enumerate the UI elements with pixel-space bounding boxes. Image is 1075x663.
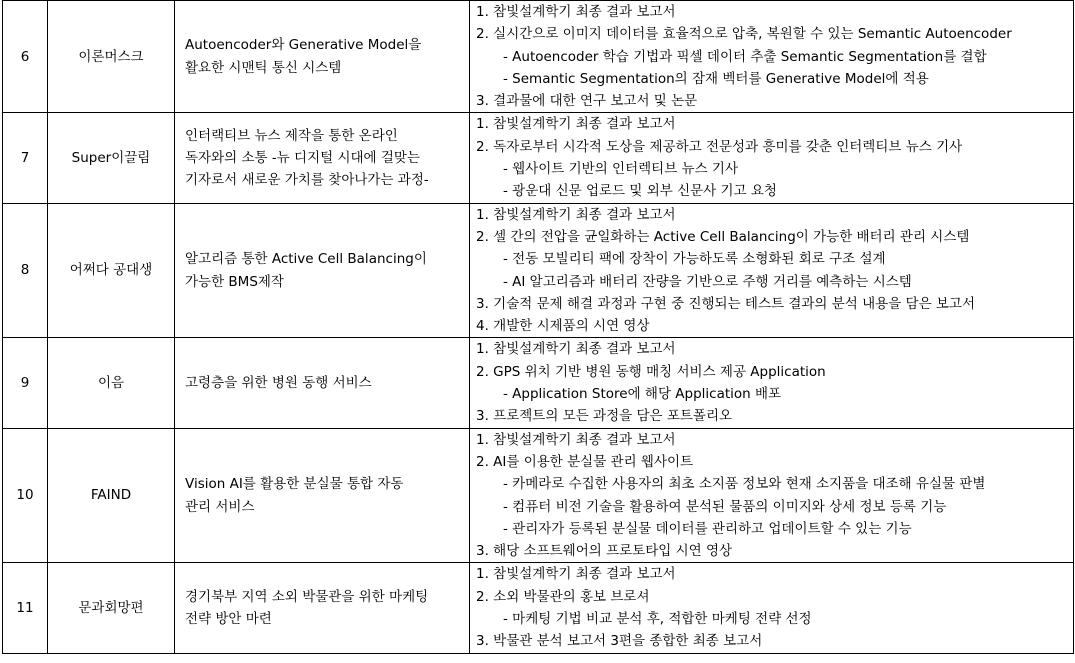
output-subitem: - 웹사이트 기반의 인터렉티브 뉴스 기사 <box>503 161 738 178</box>
project-title-line: 가능한 BMS제작 <box>185 273 284 290</box>
table-row <box>3 203 1074 338</box>
project-title <box>175 428 470 563</box>
project-outputs <box>470 1 1074 113</box>
project-title <box>175 113 470 203</box>
team-name: 이음 <box>48 338 175 428</box>
output-item: 2. 소외 박물관의 홍보 브로셔 <box>476 588 650 605</box>
output-item: 3. 기술적 문제 해결 과정과 구현 중 진행되는 테스트 결과의 분석 내용을 담은 보고서 <box>476 295 976 312</box>
project-title-line: Vision AI를 활용한 분실물 통합 자동 <box>185 476 404 493</box>
table-row <box>3 1 1074 113</box>
output-subitem: - 전동 모빌리티 팩에 장착이 가능하도록 소형화된 회로 구조 설계 <box>503 251 886 268</box>
output-item: 3. 해당 소프트웨어의 프로토타입 시연 영상 <box>476 543 733 560</box>
project-title-line: 독자와의 소통 -뉴 디지털 시대에 걸맞는 <box>185 149 420 166</box>
project-outputs <box>470 338 1074 428</box>
project-outputs <box>470 563 1074 653</box>
output-item: 3. 박물관 분석 보고서 3편을 종합한 최종 보고서 <box>476 633 763 650</box>
output-item: 3. 프로젝트의 모든 과정을 담은 포트폴리오 <box>476 408 733 425</box>
team-name: 문과회망편 <box>48 563 175 653</box>
row-number: 11 <box>3 563 48 653</box>
project-title-line: 알고리즘 통한 Active Cell Balancing이 <box>185 251 427 268</box>
project-outputs <box>470 428 1074 563</box>
table-row <box>3 113 1074 203</box>
output-subitem: - 관리자가 등록된 분실물 데이터를 관리하고 업데이트할 수 있는 기능 <box>503 520 912 537</box>
output-subitem: - Autoencoder 학습 기법과 픽셀 데이터 추출 Semantic Segmentation를 결합 <box>503 48 987 65</box>
table-row <box>3 428 1074 563</box>
row-number: 7 <box>3 113 48 203</box>
output-item: 2. 독자로부터 시각적 도상을 제공하고 전문성과 흥미를 갖춘 인터렉티브 뉴스 기사 <box>476 138 963 155</box>
output-subitem: - 광운대 신문 업로드 및 외부 신문사 기고 요청 <box>503 183 777 200</box>
output-item: 3. 결과물에 대한 연구 보고서 및 논문 <box>476 93 698 110</box>
project-title-line: 기자로서 새로운 가치를 찾아나가는 과정- <box>185 172 429 189</box>
project-title-line: 고령층을 위한 병원 동행 서비스 <box>185 374 372 391</box>
output-item: 2. 실시간으로 이미지 데이터를 효율적으로 압축, 복원할 수 있는 Semantic Autoencoder <box>476 26 1012 43</box>
table-row <box>3 563 1074 653</box>
project-title <box>175 563 470 653</box>
output-item: 2. GPS 위치 기반 병원 동행 매칭 서비스 제공 Application <box>476 363 826 380</box>
project-title <box>175 1 470 113</box>
row-number: 6 <box>3 1 48 113</box>
team-name: Super이끌림 <box>48 113 175 203</box>
project-outputs <box>470 203 1074 338</box>
team-name: 이론머스크 <box>48 1 175 113</box>
project-title-line: 관리 서비스 <box>185 498 255 515</box>
row-number: 10 <box>3 428 48 563</box>
output-item: 4. 개발한 시제품의 시연 영상 <box>476 318 650 335</box>
project-title-line: 활요한 시맨틱 통신 시스템 <box>185 59 342 76</box>
project-outputs <box>470 113 1074 203</box>
output-subitem: - 카메라로 수집한 사용자의 최초 소지품 정보와 현재 소지품을 대조해 유실물 판별 <box>503 476 986 493</box>
output-subitem: - 컴퓨터 비전 기술을 활용하여 분석된 물품의 이미지와 상세 정보 등록 기능 <box>503 498 947 515</box>
output-subitem: - 마케팅 기법 비교 분석 후, 적합한 마케팅 전략 선정 <box>503 611 812 628</box>
project-title <box>175 338 470 428</box>
output-item: 1. 참빛설계학기 최종 결과 보고서 <box>476 206 676 223</box>
row-number: 8 <box>3 203 48 338</box>
output-item: 1. 참빛설계학기 최종 결과 보고서 <box>476 4 676 20</box>
table-row <box>3 338 1074 428</box>
project-title-line: 인터랙티브 뉴스 제작을 통한 온라인 <box>185 127 398 144</box>
project-title-line: Autoencoder와 Generative Model을 <box>185 37 422 54</box>
output-item: 2. 셀 간의 전압을 균일화하는 Active Cell Balancing이 가능한 배터리 관리 시스템 <box>476 228 970 245</box>
project-title-line: 전략 방안 마련 <box>185 611 272 628</box>
output-item: 1. 참빛설계학기 최종 결과 보고서 <box>476 341 676 358</box>
project-outputs-table <box>2 0 1074 654</box>
project-title <box>175 203 470 338</box>
output-item: 1. 참빛설계학기 최종 결과 보고서 <box>476 431 676 448</box>
project-title-line: 경기북부 지역 소외 박물관을 위한 마케팅 <box>185 588 429 605</box>
output-item: 2. AI를 이용한 분실물 관리 웹사이트 <box>476 453 694 470</box>
team-name: FAIND <box>48 428 175 563</box>
team-name: 어쩌다 공대생 <box>48 203 175 338</box>
row-number: 9 <box>3 338 48 428</box>
output-subitem: - Application Store에 해당 Application 배포 <box>503 386 782 403</box>
output-subitem: - AI 알고리즘과 배터리 잔량을 기반으로 주행 거리를 예측하는 시스템 <box>503 273 912 290</box>
output-item: 1. 참빛설계학기 최종 결과 보고서 <box>476 116 676 133</box>
output-subitem: - Semantic Segmentation의 잠재 벡터를 Generative Model에 적용 <box>503 70 929 87</box>
output-item: 1. 참빛설계학기 최종 결과 보고서 <box>476 566 676 583</box>
